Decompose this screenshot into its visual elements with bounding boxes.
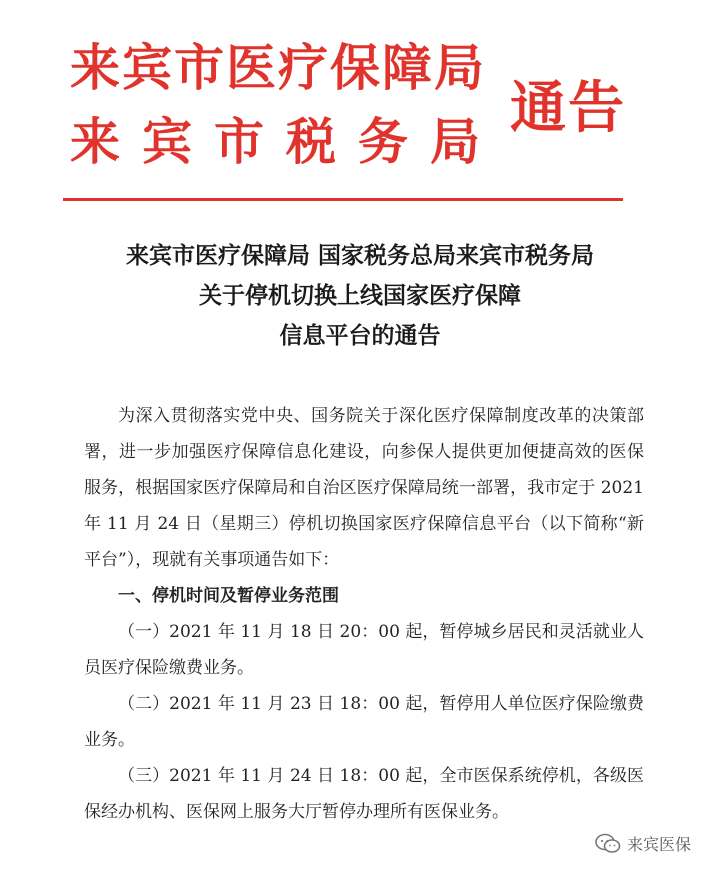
intro-paragraph: 为深入贯彻落实党中央、国务院关于深化医疗保障制度改革的决策部署，进一步加强医疗保障信息化建设，向参保人提供更加便捷高效的医保服务，根据国家医疗保障局和自治区医疗保障局统一部署，我市定于 2021 年 11 月 24 日（星期三）停机切换国家医疗保障信息平台（以下简称“新平台”），现就有关事项通告如下： — [84, 406, 644, 570]
letterhead — [70, 18, 670, 171]
list-item: （三）2021 年 11 月 24 日 18：00 起，全市医保系统停机，各级医保经办机构、医保网上服务大厅暂停办理所有医保业务。 — [84, 766, 644, 822]
source-watermark — [595, 832, 691, 855]
section-heading-1: 一、停机时间及暂停业务范围 — [118, 586, 339, 606]
title-line-2: 关于停机切换上线国家医疗保障 — [199, 283, 521, 309]
document-body — [84, 398, 644, 830]
wechat-icon — [595, 833, 621, 855]
list-item: （二）2021 年 11 月 23 日 18：00 起，暂停用人单位医疗保险缴费业务。 — [84, 694, 644, 750]
document-title — [40, 236, 680, 356]
document-type: 通告 — [510, 76, 626, 141]
title-line-3: 信息平台的通告 — [279, 323, 441, 349]
title-line-1: 来宾市医疗保障局 国家税务总局来宾市税务局 — [125, 243, 594, 269]
list-item: （一）2021 年 11 月 18 日 20：00 起，暂停城乡居民和灵活就业人员医疗保险缴费业务。 — [84, 622, 644, 678]
issuer-name-healthcare: 来宾市医疗保障局 — [70, 39, 486, 97]
letterhead-divider — [63, 198, 623, 201]
watermark-label: 来宾医保 — [626, 835, 691, 854]
issuer-name-tax: 来宾市税务局 — [70, 113, 502, 171]
